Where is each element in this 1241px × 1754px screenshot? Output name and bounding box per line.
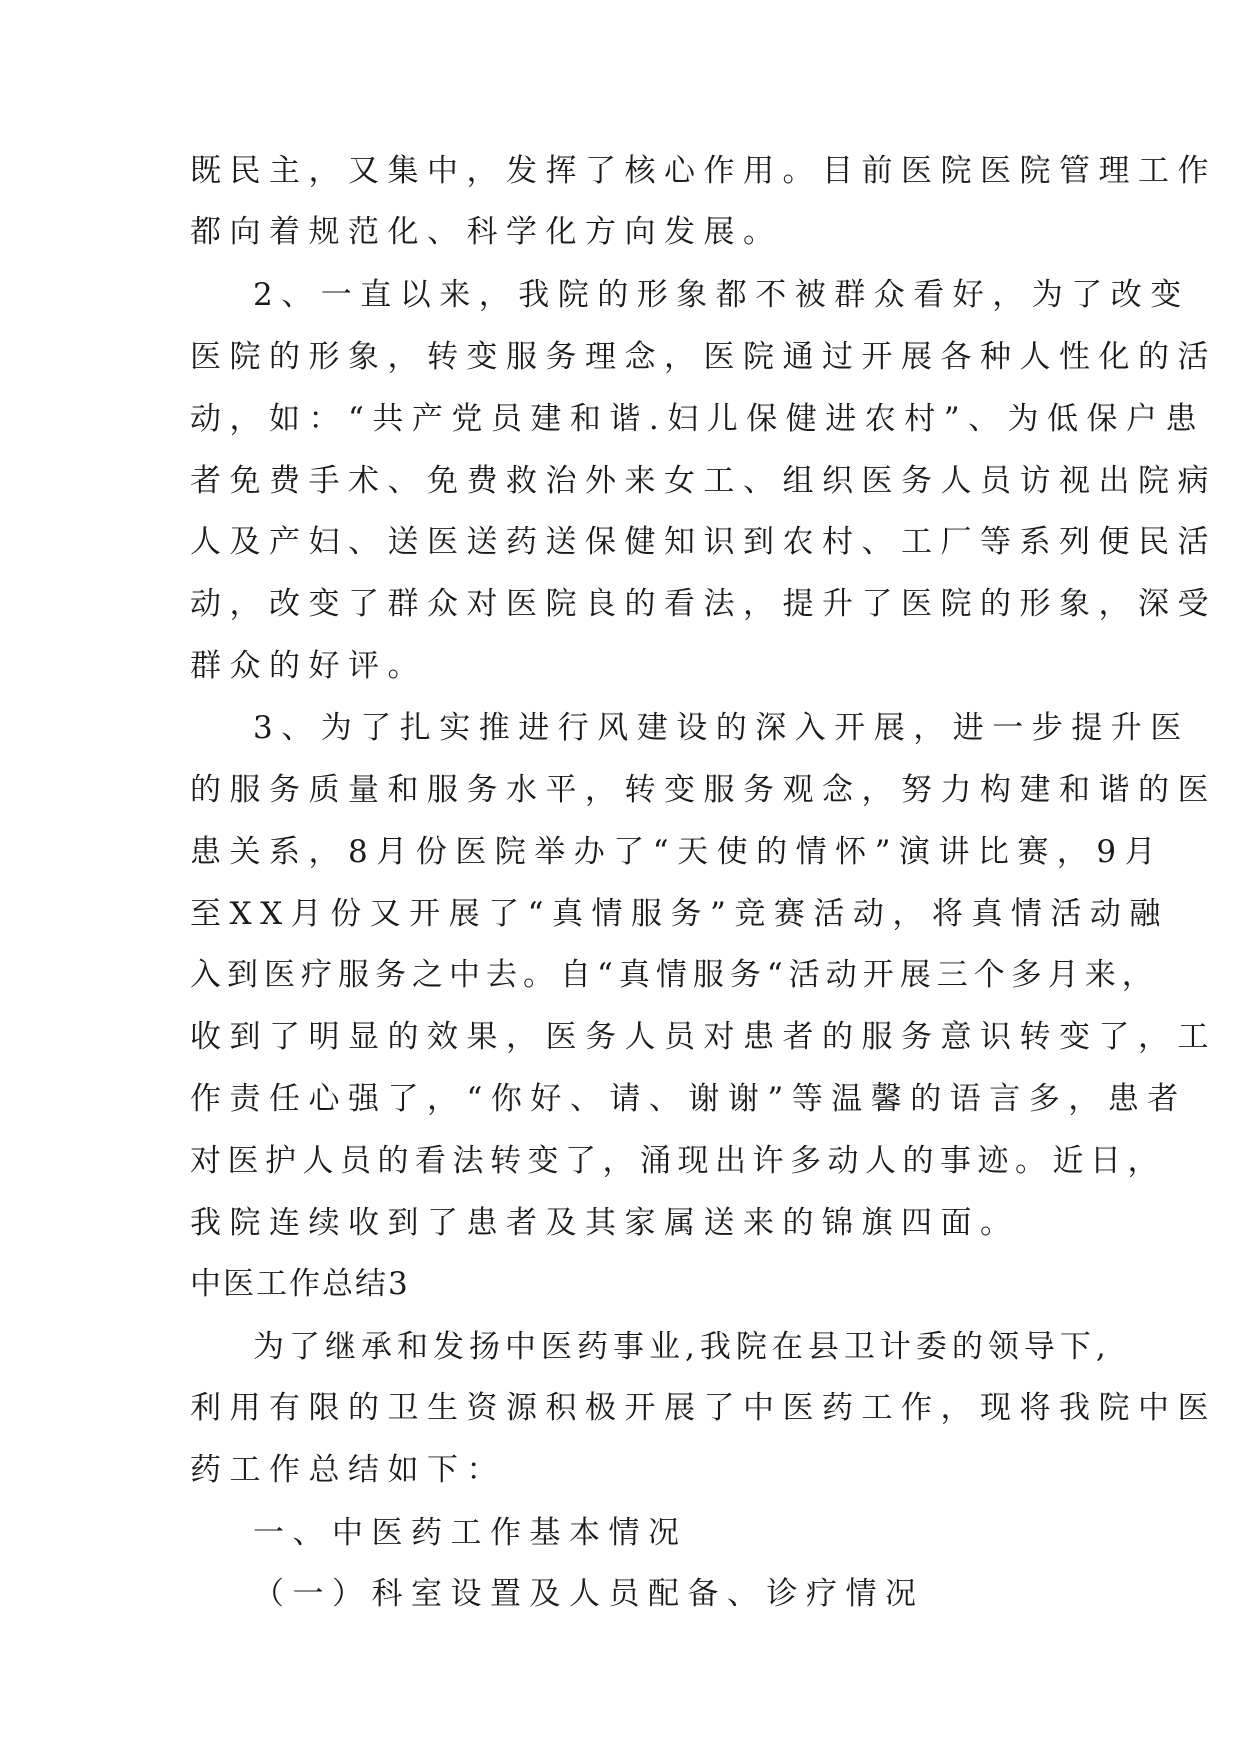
text-line: 作责任心强了，“你好、请、谢谢”等温馨的语言多，患者: [190, 1081, 1187, 1117]
text-line: 3、为了扎实推进行风建设的深入开展，进一步提升医: [253, 710, 1190, 746]
text-line: 者免费手术、免费救治外来女工、组织医务人员访视出院病: [190, 463, 1217, 499]
text-line: 对医护人员的看法转变了，涌现出许多动人的事迹。近日，: [190, 1143, 1165, 1179]
text-line: 为了继承和发扬中医药事业,我院在县卫计委的领导下,: [253, 1329, 1111, 1365]
subheading: （一）科室设置及人员配备、诊疗情况: [253, 1576, 925, 1612]
text-line: 收到了明显的效果，医务人员对患者的服务意识转变了，工: [190, 1019, 1217, 1055]
text-line: 2、一直以来，我院的形象都不被群众看好，为了改变: [253, 277, 1190, 313]
text-line: 的服务质量和服务水平，转变服务观念，努力构建和谐的医: [190, 772, 1217, 808]
text-line: 既民主，又集中，发挥了核心作用。目前医院医院管理工作: [190, 153, 1217, 189]
text-line: 利用有限的卫生资源积极开展了中医药工作，现将我院中医: [190, 1390, 1217, 1426]
text-line: 人及产妇、送医送药送保健知识到农村、工厂等系列便民活: [190, 524, 1217, 560]
subheading: 一、中医药工作基本情况: [253, 1515, 688, 1551]
text-line: 入到医疗服务之中去。自“真情服务“活动开展三个多月来，: [190, 957, 1159, 993]
text-line: 至XX月份又开展了“真情服务”竞赛活动，将真情活动融: [190, 896, 1169, 932]
text-line: 动，如：“共产党员建和谐.妇儿保健进农村”、为低保户患: [190, 401, 1206, 437]
text-line: 动，改变了群众对医院良的看法，提升了医院的形象，深受: [190, 586, 1217, 622]
text-line: 群众的好评。: [190, 648, 427, 684]
text-line: 我院连续收到了患者及其家属送来的锦旗四面。: [190, 1205, 1020, 1241]
text-line: 都向着规范化、科学化方向发展。: [190, 214, 783, 250]
text-line: 患关系，8月份医院举办了“天使的情怀”演讲比赛，9月: [190, 834, 1165, 870]
section-heading: 中医工作总结3: [190, 1266, 410, 1302]
text-line: 医院的形象，转变服务理念，医院通过开展各种人性化的活: [190, 339, 1217, 375]
text-line: 药工作总结如下：: [190, 1452, 506, 1488]
